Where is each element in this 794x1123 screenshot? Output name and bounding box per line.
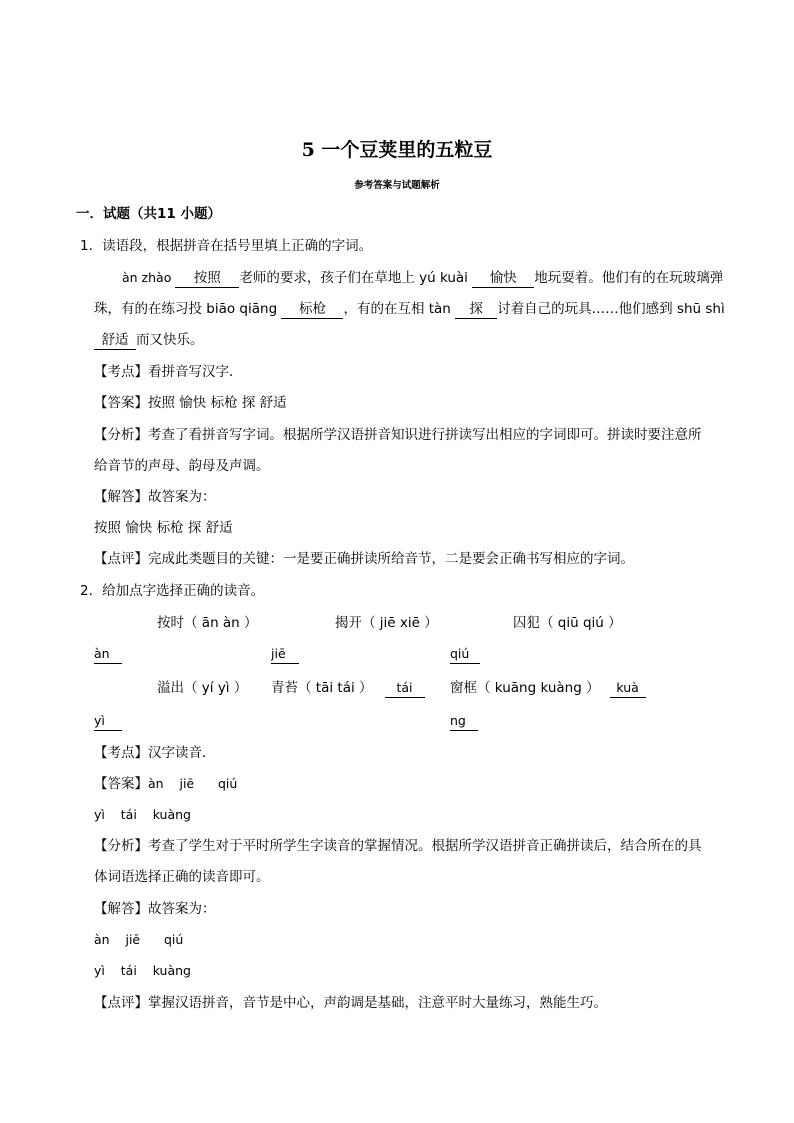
q1-passage-line1: [122, 268, 723, 288]
q1-kaodian: [94, 362, 243, 382]
q1-text-1c: 地玩耍着。他们有的在玩玻璃弹: [534, 270, 724, 286]
kaodian-tag: 【考点】: [94, 745, 148, 761]
q1-jieda: [94, 487, 216, 507]
q2-answer-blank-5: tái: [385, 679, 425, 698]
q2-item-5-text: 青苔（ tāi tái ）: [271, 680, 373, 696]
q2-jieda: [94, 899, 216, 919]
q2-answer-blank-2: jiē: [271, 645, 299, 664]
jieda-text: 故答案为：: [148, 901, 216, 917]
q1-answer-blank-3: 标枪: [281, 300, 343, 319]
daan-text: àn jiē qiú: [148, 776, 238, 791]
q2-fenxi-2: 体词语选择正确的读音即可。: [94, 869, 270, 885]
daan-tag: 【答案】: [94, 776, 148, 792]
q1-daan: [94, 393, 287, 413]
q2-answer-blank-3: qiú: [450, 645, 480, 664]
q1-stem: 1．读语段，根据拼音在括号里填上正确的字词。: [80, 238, 373, 254]
kaodian-text: 汉字读音．: [148, 745, 216, 761]
q2-item-5: [271, 678, 425, 698]
daan-tag: 【答案】: [94, 395, 148, 411]
kaodian-text: 看拼音写汉字．: [148, 364, 243, 380]
fenxi-text: 考查了学生对于平时所学生字读音的掌握情况。根据所学汉语拼音正确拼读后，结合所在的具: [148, 838, 702, 854]
fenxi-tag: 【分析】: [94, 838, 148, 854]
q2-item-6-text: 窗框（ kuāng kuàng ）: [450, 680, 600, 696]
q1-text-2c: 讨着自己的玩具……他们感到 shū shì: [497, 301, 725, 317]
dianping-tag: 【点评】: [94, 995, 148, 1011]
q2-answer-blank-6b: ng: [450, 712, 478, 731]
q2-answer-blank-6a: kuà: [610, 679, 646, 698]
q2-fenxi-1: [94, 836, 702, 856]
q2-item-3: 囚犯（ qiū qiú ）: [513, 615, 622, 631]
q1-pinyin-anzhao: àn zhào: [122, 270, 176, 285]
kaodian-tag: 【考点】: [94, 364, 148, 380]
q2-jieda-answer-2: yì tái kuàng: [94, 963, 191, 978]
q2-answer-1: [94, 644, 122, 664]
q1-answer-blank-1: 按照: [175, 269, 239, 288]
q1-passage-line3: [94, 330, 204, 350]
page-subtitle: 参考答案与试题解析: [354, 180, 440, 191]
q2-dianping: [94, 993, 607, 1013]
q2-item-1: 按时（ ān àn ）: [157, 615, 258, 631]
q2-item-4: 溢出（ yí yì ）: [157, 680, 248, 696]
q2-answer-4: [94, 711, 122, 731]
fenxi-text: 考查了看拼音写字词。根据所学汉语拼音知识进行拼读写出相应的字词即可。拼读时要注意所: [148, 427, 702, 443]
q1-text-2a: 珠，有的在练习投 biāo qiāng: [94, 301, 282, 317]
section-heading: 一．试题（共11 小题）: [76, 206, 221, 222]
q1-jieda-answer: 按照 愉快 标枪 探 舒适: [94, 520, 233, 536]
jieda-text: 故答案为：: [148, 489, 216, 505]
jieda-tag: 【解答】: [94, 901, 148, 917]
q1-fenxi-2: 给音节的声母、韵母及声调。: [94, 458, 270, 474]
q1-answer-blank-5: 舒适: [94, 331, 136, 350]
page-title: 5 一个豆荚里的五粒豆: [301, 139, 493, 161]
daan-text: 按照 愉快 标枪 探 舒适: [148, 395, 287, 411]
q1-fenxi-1: [94, 425, 702, 445]
q2-kaodian: [94, 743, 216, 763]
q1-dianping: [94, 549, 634, 569]
q1-text-2b: ，有的在互相 tàn: [343, 301, 456, 317]
q1-text-3b: 而又快乐。: [136, 332, 204, 348]
q2-answer-blank-4: yì: [94, 712, 122, 731]
q2-jieda-answer-1: àn jiē qiú: [94, 932, 184, 947]
q1-passage-line2: [94, 299, 725, 319]
jieda-tag: 【解答】: [94, 489, 148, 505]
dianping-text: 掌握汉语拼音，音节是中心，声韵调是基础，注意平时大量练习，熟能生巧。: [148, 995, 607, 1011]
q1-answer-blank-4: 探: [455, 300, 497, 319]
q2-answer-6b: [450, 711, 478, 731]
q2-answer-3: [450, 644, 480, 664]
q2-daan: [94, 774, 237, 794]
q2-daan-2: yì tái kuàng: [94, 807, 191, 822]
dianping-text: 完成此类题目的关键：一是要正确拼读所给音节，二是要会正确书写相应的字词。: [148, 551, 634, 567]
q1-answer-blank-2: 愉快: [472, 269, 534, 288]
q2-answer-blank-1: àn: [94, 645, 122, 664]
q2-answer-2: [271, 644, 299, 664]
q1-text-1b: 老师的要求，孩子们在草地上 yú kuài: [239, 270, 473, 286]
dianping-tag: 【点评】: [94, 551, 148, 567]
q2-item-6: [450, 678, 646, 698]
q2-item-2: 揭开（ jiē xiē ）: [335, 615, 438, 631]
fenxi-tag: 【分析】: [94, 427, 148, 443]
q2-stem: 2．给加点字选择正确的读音。: [80, 583, 265, 599]
